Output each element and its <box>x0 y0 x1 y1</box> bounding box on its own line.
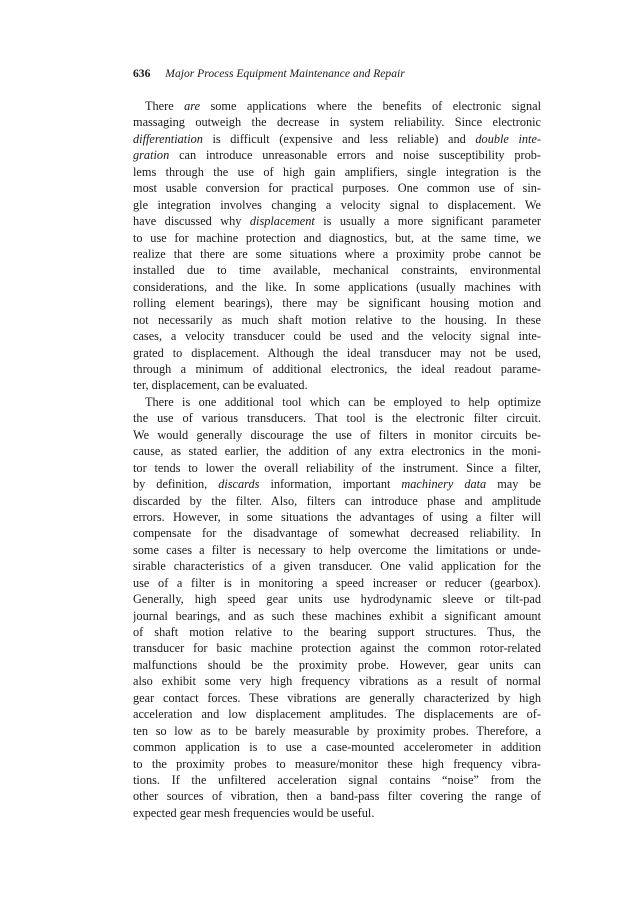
text-run: common application is to use a case-mounted accelerometer in addition <box>133 740 541 755</box>
text-line <box>133 575 541 591</box>
text-line <box>133 328 541 344</box>
text-run: some cases a filter is necessary to help overcome the limitations or unde- <box>133 542 541 557</box>
text-run: the use of various transducers. That tool is the electronic filter circuit. <box>133 411 541 426</box>
text-run: other sources of vibration, then a band-pass filter covering the range of <box>133 789 541 804</box>
text-run: installed due to time available, mechanical constraints, environmental <box>133 263 541 278</box>
text-line <box>133 427 541 443</box>
text-line <box>133 377 541 393</box>
text-line <box>133 805 541 821</box>
text-run: transducer for basic machine protection against the common rotor-related <box>133 641 541 656</box>
text-run: have discussed why <box>133 214 250 229</box>
page-number: 636 <box>133 67 151 80</box>
text-run: compensate for the disadvantage of somewhat decreased reliability. In <box>133 526 541 541</box>
text-line <box>133 180 541 196</box>
text-run: through a minimum of additional electronics, the ideal readout parame- <box>133 362 541 376</box>
text-line <box>133 312 541 328</box>
text-line <box>133 295 541 311</box>
text-line <box>133 739 541 755</box>
text-run: errors. However, in some situations the advantages of using a filter will <box>133 509 541 524</box>
text-line <box>133 443 541 459</box>
emphasis-text: displacement <box>249 214 315 229</box>
paragraph <box>133 394 541 821</box>
text-run: lems through the use of high gain amplifiers, single integration is the <box>133 164 541 179</box>
text-line <box>133 608 541 624</box>
text-line <box>133 542 541 558</box>
text-line <box>133 197 541 213</box>
text-line <box>133 114 541 130</box>
text-run: cause, as stated earlier, the addition of any extra electronics in the moni- <box>133 444 541 459</box>
text-run: ten so low as to be barely measurable by proximity probes. Therefore, a <box>133 723 541 738</box>
text-line <box>133 525 541 541</box>
text-run: sirable characteristics of a given transducer. One valid application for the <box>133 559 541 574</box>
text-run: to the proximity probes to measure/monitor these high frequency vibra- <box>133 756 541 771</box>
text-line <box>133 788 541 804</box>
text-run: of shaft motion relative to the bearing support structures. Thus, the <box>133 625 541 639</box>
text-run: use of a filter is in monitoring a speed increaser or reducer (gearbox). <box>133 575 541 590</box>
text-run: cases, a velocity transducer could be used and the velocity signal inte- <box>133 329 541 344</box>
text-run: ter, displacement, can be evaluated. <box>133 378 308 393</box>
text-run: acceleration and low displacement amplitudes. The displacements are of- <box>133 707 541 722</box>
paragraph <box>133 98 541 394</box>
text-run: expected gear mesh frequencies would be useful. <box>133 805 375 820</box>
text-run: also exhibit some very high frequency vibrations as a result of normal <box>133 674 541 689</box>
text-line <box>133 476 541 492</box>
text-run: Generally, high speed gear units use hydrodynamic sleeve or tilt-pad <box>133 592 541 607</box>
text-run: There <box>145 99 185 113</box>
text-run: to use for machine protection and diagnostics, but, at the same time, we <box>133 230 541 245</box>
text-line <box>133 657 541 673</box>
text-line <box>133 361 541 377</box>
text-line <box>133 493 541 509</box>
text-run: journal bearings, and as such these machines exhibit a significant amount <box>133 608 541 623</box>
text-run: realize that there are some situations where a proximity probe cannot be <box>133 246 541 261</box>
emphasis-text: double inte- <box>475 131 541 146</box>
text-run: rolling element bearings), there may be significant housing motion and <box>133 296 541 311</box>
text-line <box>133 246 541 262</box>
text-line <box>133 98 541 114</box>
text-run: some applications where the benefits of electronic signal <box>200 99 541 113</box>
emphasis-text: discards <box>218 477 260 492</box>
text-line <box>133 147 541 163</box>
text-line <box>133 460 541 476</box>
text-line <box>133 624 541 640</box>
emphasis-text: machinery data <box>401 477 487 492</box>
text-line <box>133 262 541 278</box>
text-line <box>133 772 541 788</box>
emphasis-text: are <box>184 99 201 113</box>
text-line <box>133 230 541 246</box>
text-run: We would generally discourage the use of filters in monitor circuits be- <box>133 427 541 442</box>
emphasis-text: differentiation <box>133 131 203 146</box>
text-line <box>133 706 541 722</box>
text-run: massaging outweigh the decrease in system reliability. Since electronic <box>133 115 541 130</box>
text-run: is difficult (expensive and less reliable) and <box>202 131 476 146</box>
text-line <box>133 279 541 295</box>
emphasis-text: gration <box>133 148 170 163</box>
text-run: tor tends to lower the overall reliability of the instrument. Since a filter, <box>133 460 541 475</box>
text-run: malfunctions should be the proximity probe. However, gear units can <box>133 657 541 672</box>
text-line <box>133 345 541 361</box>
text-run: considerations, and the like. In some applications (usually machines with <box>133 279 541 294</box>
text-run: discarded by the filter. Also, filters can introduce phase and amplitude <box>133 493 541 508</box>
text-line <box>133 690 541 706</box>
text-line <box>133 673 541 689</box>
text-run: not necessarily as much shaft motion relative to the housing. In these <box>133 312 541 327</box>
body-text <box>133 98 541 821</box>
text-line <box>133 131 541 147</box>
book-title: Major Process Equipment Maintenance and Repair <box>165 67 405 80</box>
text-run: may be <box>486 477 541 492</box>
text-line <box>133 164 541 180</box>
text-run: by definition, <box>133 477 219 492</box>
text-run: tions. If the unfiltered acceleration signal contains “noise” from the <box>133 772 541 787</box>
text-line <box>133 640 541 656</box>
text-run: grated to displacement. Although the ideal transducer may not be used, <box>133 345 541 360</box>
text-run: There is one additional tool which can be employed to help optimize <box>145 394 541 409</box>
text-run: information, important <box>259 477 402 492</box>
text-run: gear contact forces. These vibrations are generally characterized by high <box>133 690 541 705</box>
text-line <box>133 394 541 410</box>
text-line <box>133 723 541 739</box>
text-run: can introduce unreasonable errors and noise susceptibility prob- <box>169 148 541 163</box>
text-line <box>133 558 541 574</box>
text-run: most usable conversion for practical purposes. One common use of sin- <box>133 181 541 196</box>
text-line <box>133 213 541 229</box>
text-run: is usually a more significant parameter <box>314 214 541 229</box>
running-header <box>133 67 405 81</box>
text-line <box>133 756 541 772</box>
text-line <box>133 591 541 607</box>
text-line <box>133 509 541 525</box>
text-line <box>133 410 541 426</box>
text-run: gle integration involves changing a velocity signal to displacement. We <box>133 197 541 212</box>
